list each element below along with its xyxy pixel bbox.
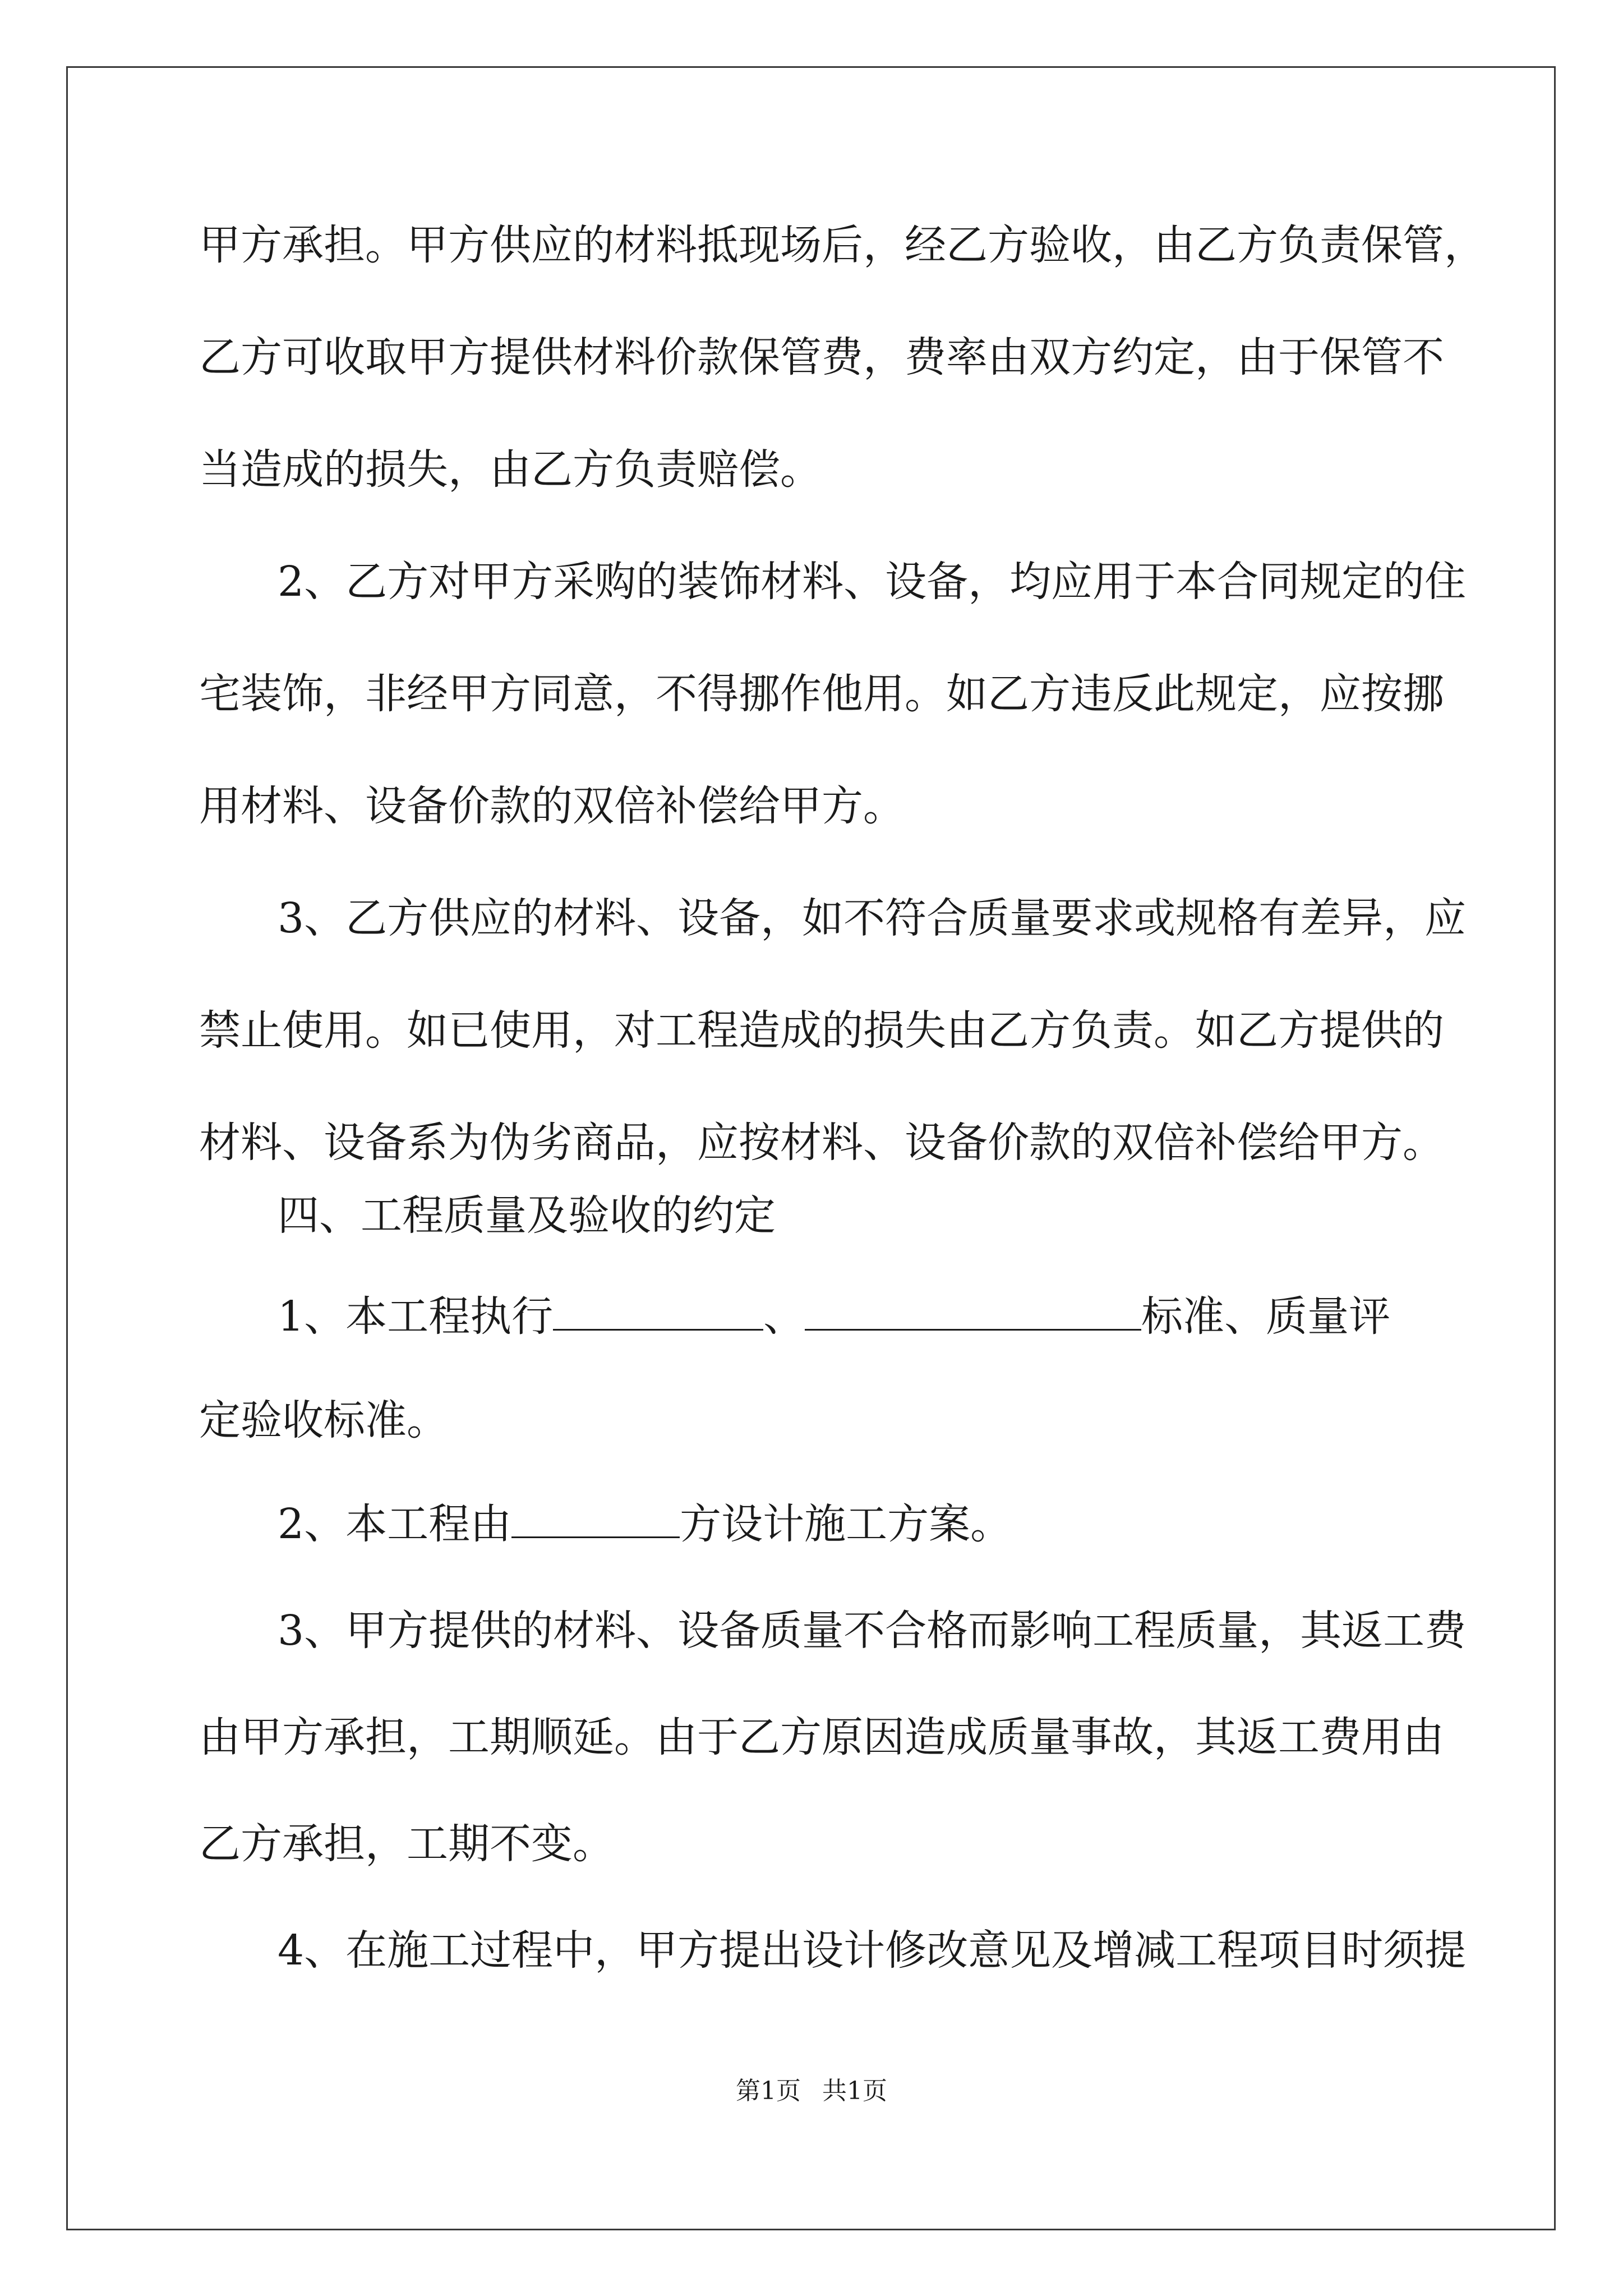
page-total: 共1页 [822,2077,887,2105]
line-separator: 、 [763,1292,805,1341]
page-footer [0,2076,1623,2107]
text-line: 2、乙方对甲方采购的装饰材料、设备，均应用于本合同规定的住 [278,558,1467,606]
fill-blank [805,1295,1141,1331]
text-line: 禁止使用。如已使用，对工程造成的损失由乙方负责。如乙方提供的 [199,1006,1444,1055]
page-number: 第1页 [736,2077,801,2105]
text-line: 乙方承担，工期不变。 [199,1820,614,1868]
text-line: 3、乙方供应的材料、设备，如不符合质量要求或规格有差异，应 [278,894,1467,942]
text-line: 乙方可收取甲方提供材料价款保管费，费率由双方约定，由于保管不 [199,333,1444,381]
text-line-with-blank [278,1499,1012,1549]
fill-blank [511,1503,680,1538]
text-line: 用材料、设备价款的双倍补偿给甲方。 [199,782,905,830]
text-line: 定验收标准。 [199,1396,448,1444]
line-prefix: 1、本工程执行 [278,1292,554,1341]
text-line: 材料、设备系为伪劣商品，应按材料、设备价款的双倍补偿给甲方。 [199,1119,1444,1167]
line-prefix: 2、本工程由 [278,1500,512,1548]
text-line: 3、甲方提供的材料、设备质量不合格而影响工程质量，其返工费 [278,1607,1467,1655]
fill-blank [553,1295,763,1331]
text-line: 由甲方承担，工期顺延。由于乙方原因造成质量事故，其返工费用由 [199,1713,1444,1761]
text-line: 甲方承担。甲方供应的材料抵现场后，经乙方验收，由乙方负责保管， [199,221,1486,269]
text-line: 当造成的损失，由乙方负责赔偿。 [199,445,822,494]
text-line-with-blanks [278,1291,1390,1342]
text-line: 4、在施工过程中，甲方提出设计修改意见及增减工程项目时须提 [278,1926,1467,1975]
line-suffix: 标准、质量评 [1141,1292,1391,1341]
text-line: 宅装饰，非经甲方同意，不得挪作他用。如乙方违反此规定，应按挪 [199,670,1444,718]
section-heading: 四、工程质量及验收的约定 [278,1191,776,1240]
line-suffix: 方设计施工方案。 [680,1500,1012,1548]
